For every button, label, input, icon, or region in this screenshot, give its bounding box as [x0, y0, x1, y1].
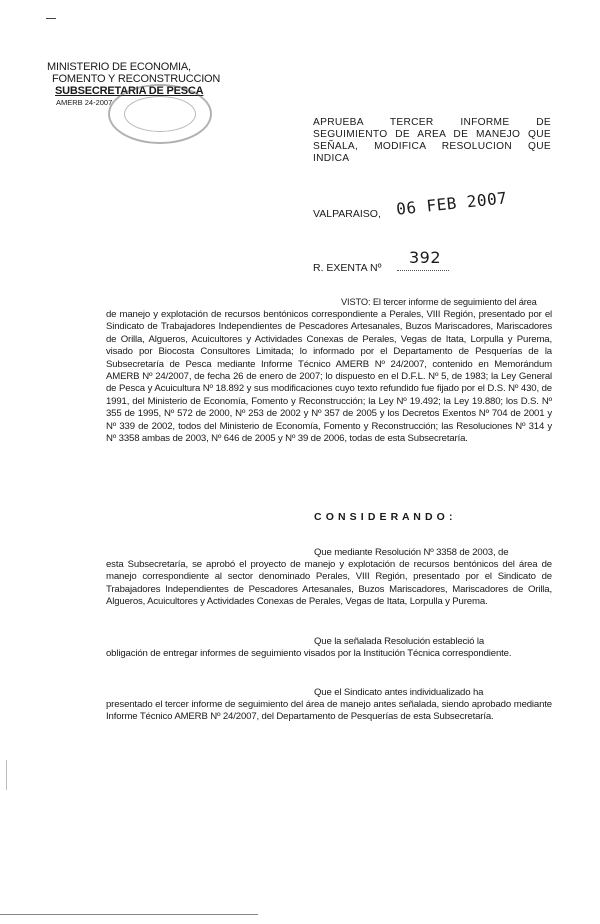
considerando-3-body: presentado el tercer informe de seguimiento del área de manejo antes señalada, siendo aprobado mediante Informe Técnico AMERB Nº 24/2007, del Departamento de Pesquerías de esta Subsecretaría.	[106, 699, 552, 723]
exenta-underline	[397, 270, 449, 271]
considerando-heading: C O N S I D E R A N D O :	[314, 511, 454, 523]
ministry-line-1: MINISTERIO DE ECONOMIA,	[47, 61, 191, 73]
resolution-date: 06 FEB 2007	[395, 188, 509, 219]
ministry-line-2: FOMENTO Y RECONSTRUCCION	[52, 73, 221, 85]
considerando-1-intro: Que mediante Resolución Nº 3358 de 2003, de	[314, 547, 509, 558]
considerando-2-body: obligación de entregar informes de seguimiento visados por la Institución Técnica correspondiente.	[106, 648, 512, 659]
place-label: VALPARAISO,	[313, 208, 381, 220]
ministry-line-3: SUBSECRETARIA DE PESCA	[55, 85, 204, 97]
official-stamp	[108, 84, 212, 144]
exenta-label: R. EXENTA Nº	[313, 262, 382, 274]
exenta-number: 392	[409, 248, 442, 267]
considerando-3-intro: Que el Sindicato antes individualizado ha	[314, 687, 484, 698]
corner-mark	[46, 18, 56, 19]
footer-rule	[0, 914, 258, 915]
visto-body: de manejo y explotación de recursos bentónicos correspondiente a Perales, VIII Región, presentado por el Sindicato de Trabajadores Independientes de Pescadores Artesanales, Buzos Mariscadores, Mariscadores de Orilla, Algueros, Acuicultores y Actividades Conexas de Perales, Vegas de Itata, Lorpulla y Purema, visado por Biocosta Consultores Limitada; lo informado por el Departamento de Pesquerías de la Subsecretaría de Pesca mediante Informe Técnico AMERB Nº 24/2007, contenido en Memorándum AMERB Nº 24/2007, de fecha 26 de enero de 2007; lo dispuesto en el D.F.L. Nº 5, de 1983; la Ley General de Pesca y Acuicultura Nº 18.892 y sus modificaciones cuyo texto refundido fue fijado por el D.S. Nº 430, de 1991, del Ministerio de Economía, Fomento y Reconstrucción; la Ley Nº 19.492; la Ley 19.880; los D.S. Nº 355 de 1995, Nº 572 de 2000, Nº 253 de 2002 y Nº 357 de 2005 y los Decretos Exentos Nº 704 de 2001 y Nº 339 de 2002, todos del Ministerio de Economía, Fomento y Reconstrucción; las Resoluciones Nº 314 y Nº 3358 ambas de 2003, Nº 646 de 2005 y Nº 39 de 2006, todas de esta Subsecretaría.	[106, 309, 552, 445]
resolution-subject: APRUEBA TERCER INFORME DE SEGUIMIENTO DE AREA DE MANEJO QUE SEÑALA, MODIFICA RESOLUCION QUE INDICA	[313, 117, 551, 164]
considerando-2-intro: Que la señalada Resolución estableció la	[314, 636, 484, 647]
document-reference: AMERB 24-2007	[56, 98, 113, 107]
visto-intro: VISTO: El tercer informe de seguimiento del área	[341, 297, 537, 307]
left-margin-line	[6, 760, 7, 790]
considerando-1-body: esta Subsecretaría, se aprobó el proyecto de manejo y explotación de recursos bentónicos del área de manejo correspondiente al sector denominado Perales, VIII Región, presentado por el Sindicato de Trabajadores Independientes de Pescadores Artesanales, Buzos Mariscadores, Mariscadores de Orilla, Algueros, Acuicultores y Actividades Conexas de Perales, Vegas de Itata, Lorpulla y Purema.	[106, 559, 552, 608]
